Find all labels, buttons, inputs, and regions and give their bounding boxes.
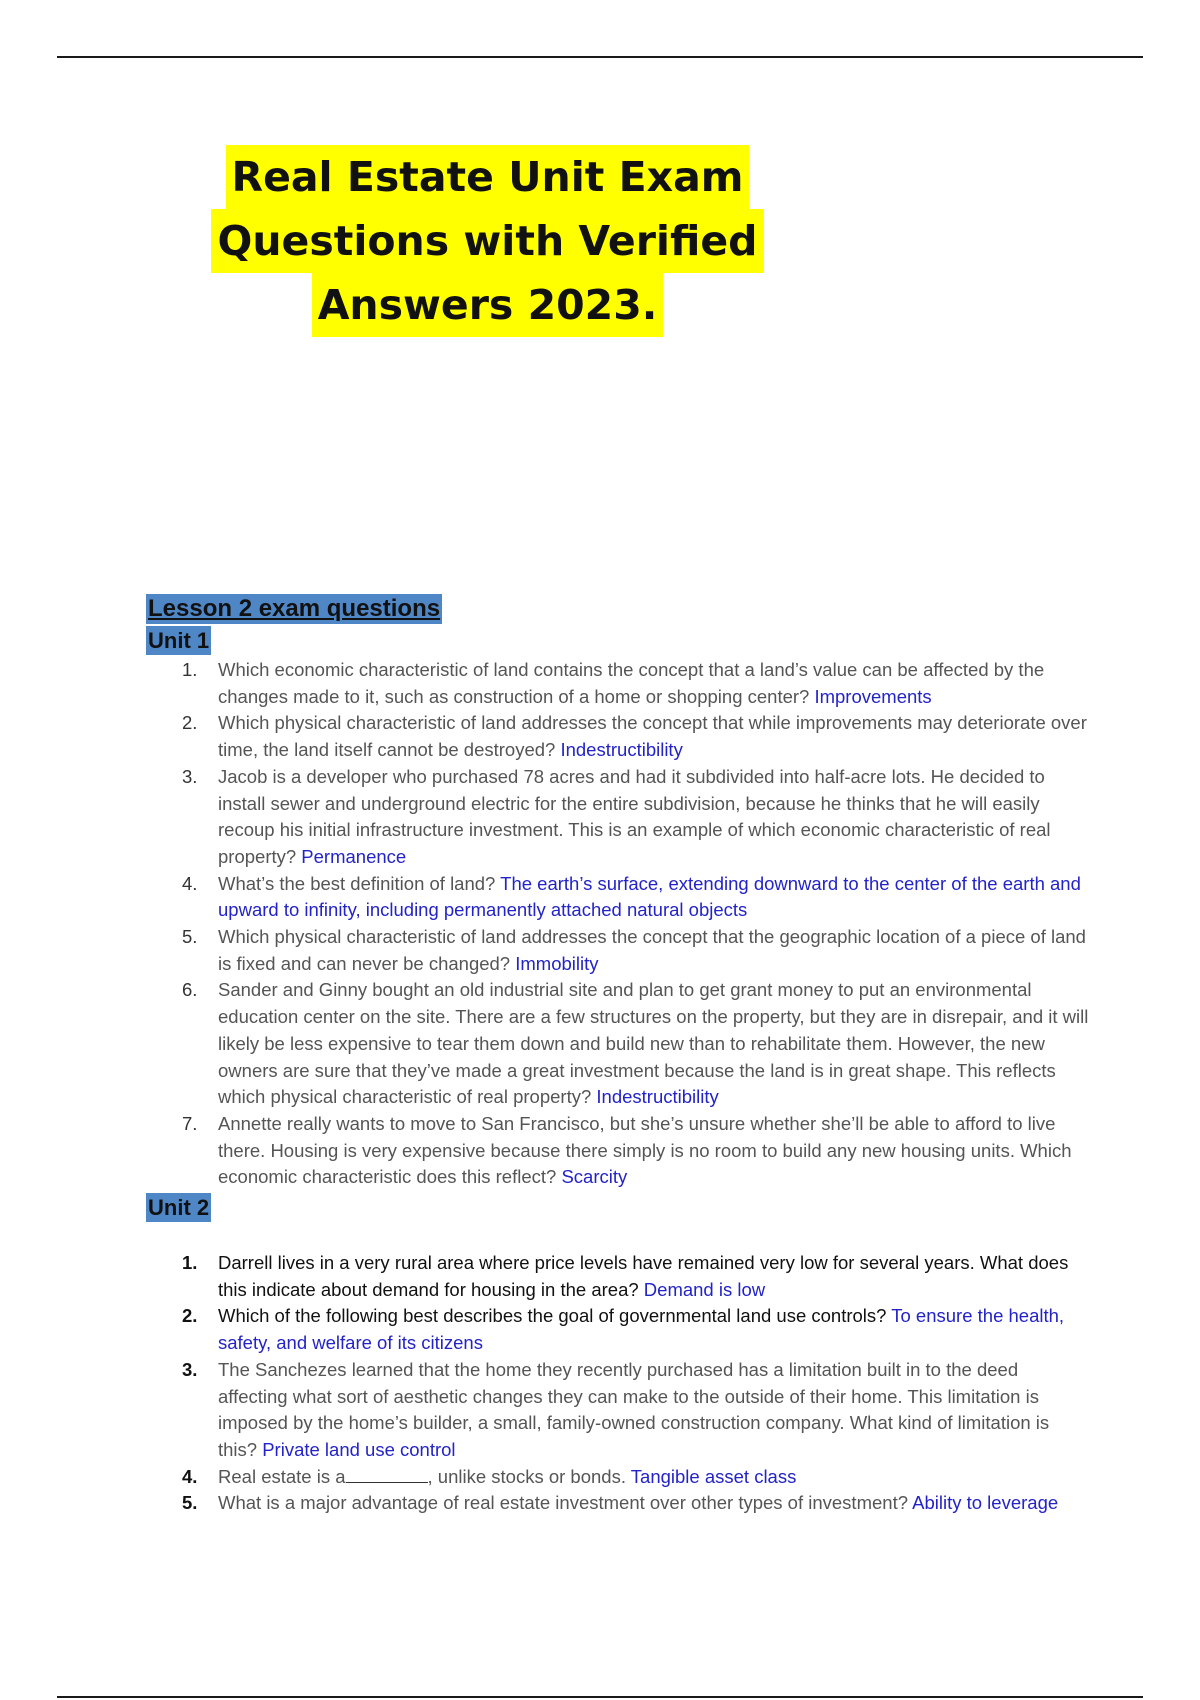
title-line-1: Real Estate Unit Exam [226,145,750,209]
list-item: 2. Which of the following best describes the goal of governmental land use controls? To ensure the health, safety, and welfare of its citizens [182,1305,1065,1354]
answer: Immobility [515,952,599,974]
title-line-3: Answers 2023. [312,273,664,337]
answer: Scarcity [561,1166,628,1188]
title-line-2: Questions with Verified [211,209,763,273]
answer: Indestructibility [596,1086,719,1108]
list-item: 3. The Sanchezes learned that the home they recently purchased has a limitation built in to the deed affecting what sort of aesthetic changes they can make to the outside of their home. This limitation is imposed by the home’s builder, a small, family-owned construction company. What kind of limitation is this? Private land use control [182,1358,1050,1460]
list-item: 3. Jacob is a developer who purchased 78 acres and had it subdivided into half-acre lots. He decided to install sewer and underground electric for the entire subdivision, because he thinks that he will easily recoup his initial infrastructure investment. This is an example of which economic characteristic of real property? Permanence [182,765,1051,867]
document-title [210,145,765,337]
answer: Permanence [301,845,407,867]
list-item: 4. Real estate is a , unlike stocks or bonds. Tangible asset class [182,1465,797,1487]
fill-in-blank [346,1464,428,1483]
answer: Demand is low [643,1278,766,1300]
unit-2-heading: Unit 2 [148,1195,210,1221]
top-rule [57,56,1143,58]
answer: To ensure the health, safety, and welfare of its citizens [218,1305,1065,1354]
answer: The earth’s surface, extending downward to the center of the earth and upward to infinity, including permanently attached natural objects [218,872,1081,921]
unit-1-heading: Unit 1 [148,628,210,653]
exam-content [146,594,1091,1517]
list-item: 1. Darrell lives in a very rural area where price levels have remained very low for several years. What does this indicate about demand for housing in the area? Demand is low [182,1252,1069,1300]
list-item: 4. What’s the best definition of land? The earth’s surface, extending downward to the center of the earth and upward to infinity, including permanently attached natural objects [182,872,1081,921]
answer: Ability to leverage [912,1492,1059,1514]
unit-2-question-list [146,1250,1091,1517]
list-item: 2. Which physical characteristic of land addresses the concept that while improvements may deteriorate over time, the land itself cannot be destroyed? Indestructibility [182,712,1087,761]
answer: Indestructibility [560,739,683,761]
list-item: 5. Which physical characteristic of land addresses the concept that the geographic location of a piece of land is fixed and can never be changed? Immobility [182,926,1086,974]
answer: Tangible asset class [630,1465,797,1487]
list-item: 1. Which economic characteristic of land contains the concept that a land’s value can be affected by the changes made to it, such as construction of a home or shopping center? Improvements [182,659,1045,707]
list-item: 6. Sander and Ginny bought an old industrial site and plan to get grant money to put an environmental education center on the site. There are a few structures on the property, but they are in disrepair, and it will likely be less expensive to tear them down and build new than to rehabilitate them. However, the new owners are sure that they’ve made a great investment because the land is in great shape. This reflects which physical characteristic of real property? Indestructibility [182,979,1089,1108]
answer: Private land use control [262,1438,456,1460]
bottom-rule [57,1696,1143,1698]
answer: Improvements [814,685,932,707]
unit-1-question-list [146,657,1091,1191]
lesson-heading: Lesson 2 exam questions [148,595,441,622]
list-item: 5. What is a major advantage of real estate investment over other types of investment? Ability to leverage [182,1492,1059,1514]
list-item: 7. Annette really wants to move to San Francisco, but she’s unsure whether she’ll be able to afford to live there. Housing is very expensive because there simply is no room to build any new housing units. Which economic characteristic does this reflect? Scarcity [182,1112,1072,1188]
